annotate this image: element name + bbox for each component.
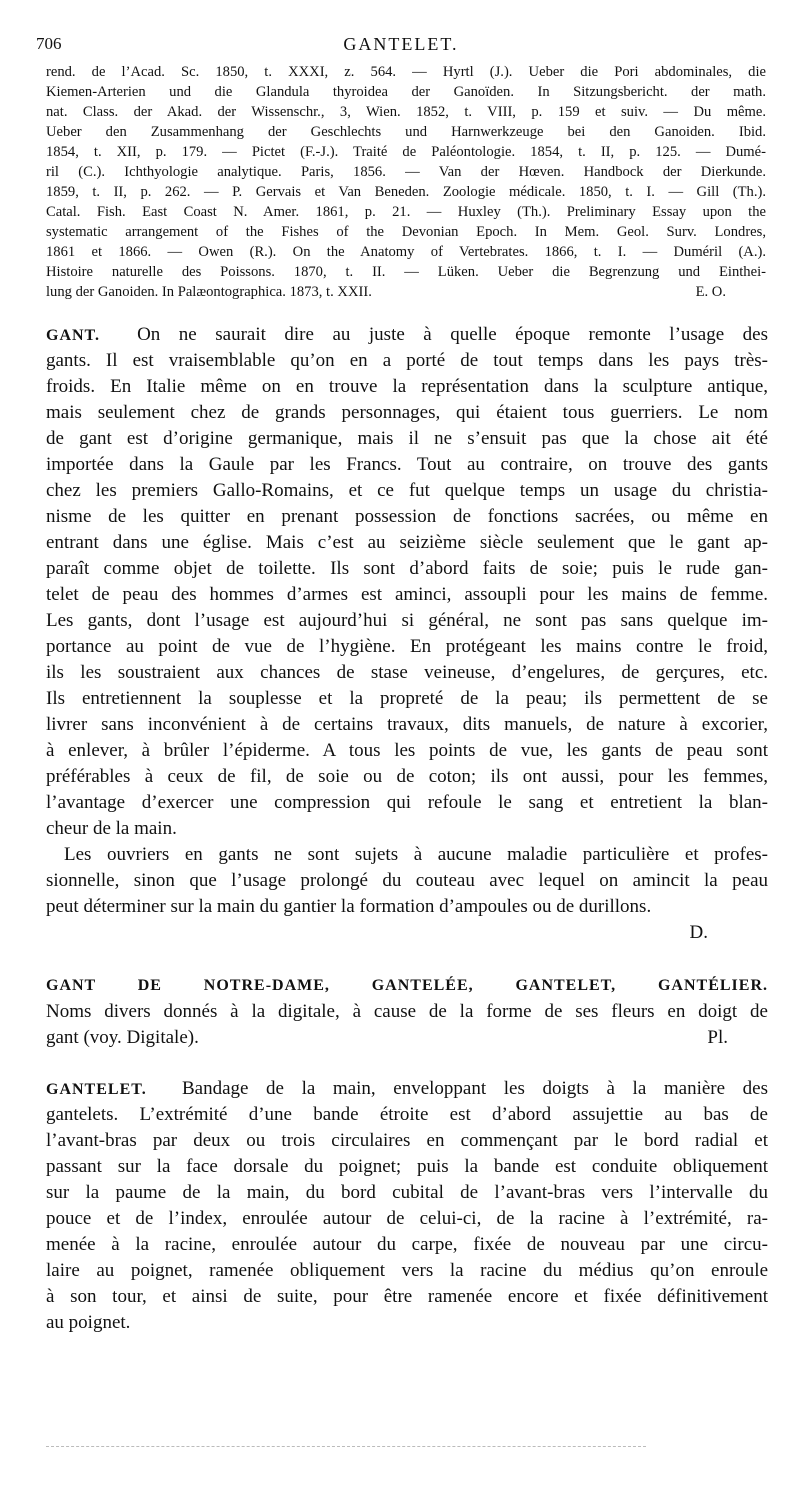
running-title: GANTELET. [343,34,459,54]
text-line [46,1232,768,1258]
text-line [46,790,768,816]
text-line-content: entrant dans une église. Mais c’est au seizième siècle seulement que le gant ap- [46,532,768,553]
text-line [46,1180,768,1206]
text-line [46,556,768,582]
text-line-content: sionnelle, sinon que l’usage prolongé du couteau avec lequel on amincit la peau [46,870,768,891]
bibliography-line [46,142,766,162]
text-line-content: froids. En Italie même on en trouve la représentation dans la sculpture antique, [46,376,768,397]
text-line-content: Les gants, dont l’usage est aujourd’hui si général, ne sont pas sans quelque im- [46,610,768,631]
text-line [46,400,768,426]
article-gantelet [46,1076,768,1336]
text-line-content: ils les soustraient aux chances de stase veineuse, d’engelures, de gerçures, etc. [46,662,768,683]
text-line-content: à son tour, et ainsi de suite, pour être ramenée encore et fixée définitivement [46,1286,768,1307]
text-line [46,530,768,556]
article-gant-de-notre-dame [46,973,768,1051]
text-line-content: sur la paume de la main, du bord cubital de l’avant-bras vers l’intervalle du [46,1182,768,1203]
bibliography-line [46,222,766,242]
text-line [46,1284,768,1310]
text-line [46,426,768,452]
text-line-content: peut déterminer sur la main du gantier la formation d’ampoules ou de durillons. [46,896,652,917]
bibliography-line [46,242,766,262]
text-line-content: On ne saurait dire au juste à quelle époque remonte l’usage des [137,324,768,345]
text-line-content: paraît comme objet de toilette. Ils sont d’abord faits de soie; puis le rude gan- [46,558,768,579]
bibliography-block [46,62,766,302]
text-line [46,1154,768,1180]
bibliography-line [46,122,766,142]
text-line [46,764,768,790]
text-line-content: importée dans la Gaule par les Francs. Tout au contraire, on trouve des gants [46,454,768,475]
headword: GANTELET. [46,1081,147,1098]
page-number: 706 [36,34,62,53]
text-line-content: nisme de les quitter en prenant possession de fonctions sacrées, ou même en [46,506,768,527]
text-line-content: cheur de la main. [46,818,177,839]
text-line-content: l’avantage d’exercer une compression qui refoule le sang et entretient la blan- [46,792,768,813]
text-line-content: gant (voy. Digitale). [46,1027,199,1048]
bibliography-line-text: 1854, t. XII, p. 179. — Pictet (F.-J.). Traité de Paléontologie. 1854, t. II, p. 125. — Dumé- [46,144,766,160]
text-line-content: pouce et de l’index, enroulée autour de celui-ci, de la racine à l’extrémité, ra- [46,1208,768,1229]
text-line [46,712,768,738]
bibliography-line [46,262,766,282]
bibliography-line [46,202,766,222]
text-line [46,816,768,842]
text-line [46,452,768,478]
bibliography-line-text: lung der Ganoiden. In Palæontographica. 1873, t. XXII. [46,284,372,300]
bibliography-line [46,282,766,302]
text-line-content: laire au poignet, ramenée obliquement vers la racine du médius qu’on enroule [46,1260,768,1281]
author-signature: Pl. [707,1027,728,1048]
author-signature: D. [689,922,708,943]
bibliography-line [46,162,766,182]
text-line-content: gantelets. L’extrémité d’une bande étroite est d’abord assujettie au bas de [46,1104,768,1125]
text-line [46,478,768,504]
bibliography-line-text: Kiemen-Arterien und die Glandula thyroidea der Ganoïden. In Sitzungsbericht. der math. [46,84,766,100]
text-line [46,894,768,920]
text-line-content: portance au point de vue de l’hygiène. En protégeant les mains contre le froid, [46,636,768,657]
text-line-content: à enlever, à brûler l’épiderme. A tous les points de vue, les gants de peau sont [46,740,768,761]
bibliography-line-text: Ueber den Zusammenhang der Geschlechts und Harnwerkzeuge bei den Ganoiden. Ibid. [46,124,766,140]
text-line-content: telet de peau des hommes d’armes est aminci, assoupli pour les mains de femme. [46,584,768,605]
bibliography-line-text: nat. Class. der Akad. der Wissenschr., 3, Wien. 1852, t. VIII, p. 159 et suiv. — Du même. [46,104,766,120]
bibliography-line-text: ril (C.). Ichthyologie analytique. Paris, 1856. — Van der Hœven. Handbock der Dierkunde. [46,164,766,180]
text-line-content: menée à la racine, enroulée autour du carpe, fixée de nouveau par une circu- [46,1234,768,1255]
bibliography-line-text: 1861 et 1866. — Owen (R.). On the Anatomy of Vertebrates. 1866, t. I. — Duméril (A.). [46,244,766,260]
text-line [46,1025,768,1051]
text-line [46,1128,768,1154]
text-line-content: l’avant-bras par deux ou trois circulaires en commençant par le bord radial et [46,1130,768,1151]
text-line-content: Bandage de la main, enveloppant les doigts à la manière des [181,1078,768,1099]
bibliography-line [46,102,766,122]
bibliography-line [46,182,766,202]
author-signature: E. O. [695,284,726,300]
text-line-content: chez les premiers Gallo-Romains, et ce fut quelque temps un usage du christia- [46,480,768,501]
text-line [46,738,768,764]
text-line [46,322,768,348]
text-line [46,1102,768,1128]
text-line-content: Les ouvriers en gants ne sont sujets à aucune maladie particulière et profes- [64,844,768,865]
headword: GANT. [46,327,101,344]
text-line-content: préférables à ceux de fil, de soie ou de coton; ils ont aussi, pour les femmes, [46,766,768,787]
text-line-content: gants. Il est vraisemblable qu’on en a porté de tout temps dans les pays très- [46,350,768,371]
text-line [46,1258,768,1284]
bibliography-line [46,82,766,102]
bibliography-line [46,62,766,82]
text-line [46,999,768,1025]
text-line [46,1310,768,1336]
headword: GANT DE NOTRE-DAME, GANTELÉE, GANTELET, GANTÉLIER. [46,977,768,994]
text-line [46,634,768,660]
text-line [46,348,768,374]
bibliography-line-text: rend. de l’Acad. Sc. 1850, t. XXXI, z. 564. — Hyrtl (J.). Ueber die Pori abdominales, die [46,64,766,80]
page-header [36,34,766,58]
text-line [46,504,768,530]
bibliography-line-text: Catal. Fish. East Coast N. Amer. 1861, p. 21. — Huxley (Th.). Preliminary Essay upon the [46,204,766,220]
bibliography-line-text: Histoire naturelle des Poissons. 1870, t. II. — Lüken. Ueber die Begrenzung und Einthei- [46,264,766,280]
bibliography-line-text: 1859, t. II, p. 262. — P. Gervais et Van Beneden. Zoologie médicale. 1850, t. I. — Gill (Th.). [46,184,766,200]
text-line-content: Ils entretiennent la souplesse et la propreté de la peau; ils permettent de se [46,688,768,709]
text-line-content: Noms divers donnés à la digitale, à cause de la forme de ses fleurs en doigt de [46,1001,768,1022]
text-line-content: passant sur la face dorsale du poignet; puis la bande est conduite obliquement [46,1156,768,1177]
footer-rule [46,1446,646,1447]
text-line [46,582,768,608]
text-line [46,842,768,868]
text-line [46,660,768,686]
text-line-content: mais seulement chez de grands personnages, qui étaient tous guerriers. Le nom [46,402,768,423]
text-line [46,686,768,712]
text-line [46,608,768,634]
text-line [46,1076,768,1102]
text-line [46,374,768,400]
text-line [46,1206,768,1232]
article-gant [46,322,768,946]
text-line-content: livrer sans inconvénient à de certains travaux, dits manuels, de nature à excorier, [46,714,768,735]
text-line-content: de gant est d’origine germanique, mais il ne s’ensuit pas que la chose ait été [46,428,768,449]
bibliography-line-text: systematic arrangement of the Fishes of the Devonian Epoch. In Mem. Geol. Surv. Londres, [46,224,766,240]
text-line [46,868,768,894]
text-line-content: au poignet. [46,1312,131,1333]
